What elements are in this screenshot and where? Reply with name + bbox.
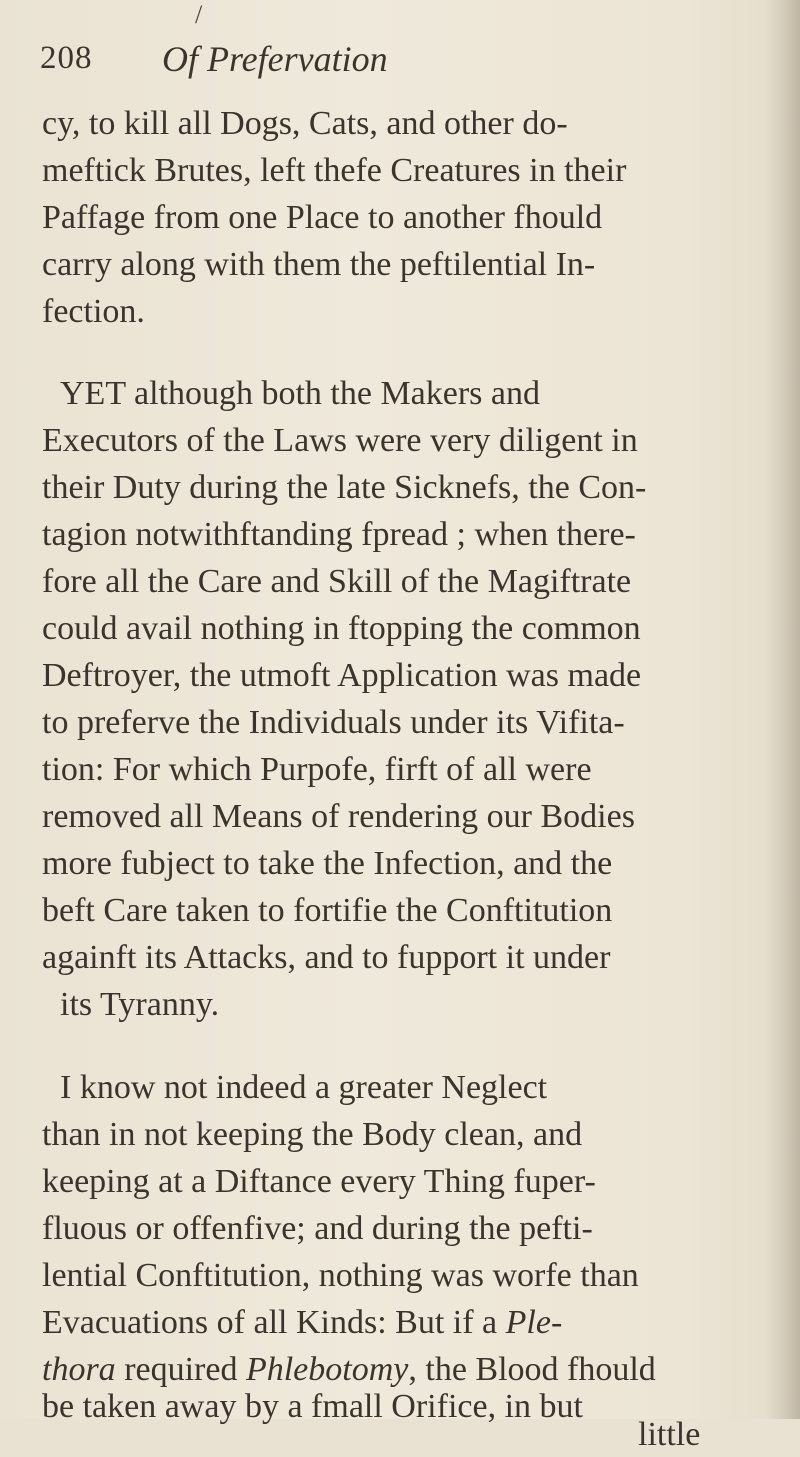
text-line: I know not indeed a greater Neglect — [60, 1069, 548, 1106]
text-line: againft its Attacks, and to fupport it under — [42, 939, 611, 976]
text-line: lential Conftitution, nothing was worfe than — [42, 1257, 639, 1294]
text-line: beft Care taken to fortifie the Conftitution — [42, 892, 613, 929]
text-line: be taken away by a fmall Orifice, in but — [42, 1388, 583, 1425]
text-line: carry along with them the peftilential In- — [42, 246, 596, 283]
text-line: Deftroyer, the utmoft Application was made — [42, 657, 642, 694]
text-line: its Tyranny. — [60, 986, 220, 1023]
text-line: meftick Brutes, left thefe Creatures in their — [42, 152, 627, 189]
text-segment: required — [124, 1351, 238, 1388]
text-segment: Evacuations of all Kinds: But if a — [42, 1304, 498, 1341]
running-header — [40, 40, 760, 88]
text-line: Paffage from one Place to another fhould — [42, 199, 603, 236]
text-line: Executors of the Laws were very diligent in — [42, 422, 638, 459]
text-line: tion: For which Purpofe, firft of all were — [42, 751, 592, 788]
italic-word: Ple- — [505, 1304, 563, 1341]
italic-word: thora — [42, 1351, 116, 1388]
text-line — [42, 1301, 562, 1345]
ink-mark: / — [195, 0, 203, 29]
page-edge-shadow — [766, 0, 800, 1419]
text-line: more fubject to take the Infection, and the — [42, 845, 613, 882]
text-line: cy, to kill all Dogs, Cats, and other do- — [42, 105, 568, 142]
page-number: 208 — [40, 40, 93, 76]
text-line: to preferve the Individuals under its Vifita- — [42, 704, 625, 741]
text-line: keeping at a Diftance every Thing fuper- — [42, 1163, 596, 1200]
text-line: their Duty during the late Sicknefs, the Con- — [42, 469, 647, 506]
text-line: fore all the Care and Skill of the Magiftrate — [42, 563, 632, 600]
text-segment: , the Blood fhould — [408, 1351, 656, 1388]
text-line: fection. — [42, 293, 145, 330]
running-title: Of Prefervation — [162, 39, 388, 79]
italic-word: Phlebotomy — [245, 1351, 409, 1388]
text-line: could avail nothing in ftopping the common — [42, 610, 641, 647]
text-line: removed all Means of rendering our Bodies — [42, 798, 635, 835]
catchword: little — [638, 1416, 701, 1453]
text-line: YET although both the Makers and — [60, 375, 541, 412]
text-line: than in not keeping the Body clean, and — [42, 1116, 583, 1153]
text-line: tagion notwithftanding fpread ; when there- — [42, 516, 636, 553]
text-line: fluous or offenfive; and during the pefti- — [42, 1210, 593, 1247]
